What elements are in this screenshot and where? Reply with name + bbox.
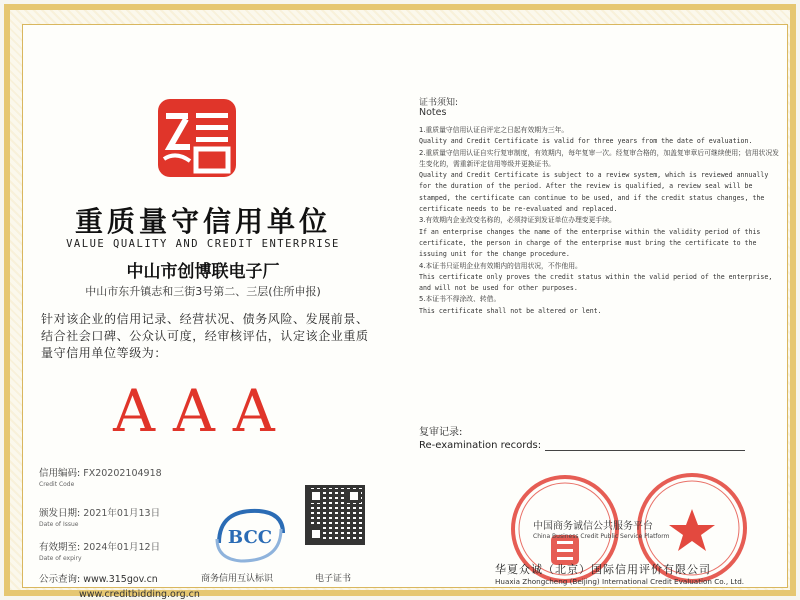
credit-code-value: FX20202104918 bbox=[83, 468, 162, 479]
note-cn: 1.重质量守信用认证自评定之日起有效期为三年。 bbox=[419, 126, 569, 134]
notes-label: 证书须知: bbox=[419, 98, 459, 108]
expiry-date-en: Date of expiry bbox=[39, 555, 82, 562]
certificate-title-en: VALUE QUALITY AND CREDIT ENTERPRISE bbox=[66, 238, 340, 250]
expiry-date bbox=[39, 539, 229, 562]
credit-grade: AAA bbox=[113, 377, 293, 445]
issuer-name: 华夏众诚（北京）国际信用评价有限公司 bbox=[495, 563, 711, 576]
qr-corner bbox=[309, 489, 323, 503]
credit-code bbox=[39, 465, 229, 488]
credit-code-en: Credit Code bbox=[39, 481, 75, 488]
certificate-title: 重质量守信用单位 bbox=[74, 205, 331, 238]
reexam-label-en: Re-examination records: bbox=[419, 440, 542, 451]
note-en: This certificate only proves the credit status within the valid period of the enterprise, and will not be used for other purposes. bbox=[419, 272, 773, 293]
qr-corner bbox=[309, 527, 323, 541]
qr-code[interactable] bbox=[305, 485, 365, 545]
issue-date bbox=[39, 505, 229, 528]
notes-label-en: Notes bbox=[419, 107, 447, 118]
credit-code-label: 信用编码: bbox=[39, 468, 81, 479]
certificate-statement: 针对该企业的信用记录、经营状况、债务风险、发展前景、结合社会口碑、公众认可度，经审核评估，认定该企业重质量守信用单位等级为： bbox=[41, 312, 369, 360]
reexam-line bbox=[545, 450, 745, 451]
bcc-logo-icon bbox=[213, 503, 287, 567]
issue-date-label: 颁发日期: bbox=[39, 508, 81, 519]
expiry-date-label: 有效期至: bbox=[39, 542, 81, 553]
certificate-page bbox=[22, 24, 788, 600]
note-cn: 5.本证书不得涂改、转借。 bbox=[419, 295, 501, 304]
qr-corner bbox=[347, 489, 361, 503]
bcc-caption: 商务信用互认标识 bbox=[201, 574, 274, 584]
note-en: This certificate shall not be altered or lent. bbox=[419, 306, 602, 315]
reexam-section bbox=[419, 423, 745, 451]
note-cn: 2.重质量守信用认证自实行复审制度，有效期内，每年复审一次。经复审合格的，加盖复审章后可继续使用；信用状况发生变化的，需重新评定信用等级并更换证书。 bbox=[419, 148, 779, 168]
company-name: 中山市创博联电子厂 bbox=[126, 262, 280, 282]
credit-logo-icon bbox=[156, 95, 238, 185]
bcc-logo-text: BCC bbox=[227, 527, 273, 548]
note-cn: 3.有效期内企业改变名称的，必须持证到发证单位办理变更手续。 bbox=[419, 216, 616, 225]
reexam-label: 复审记录: bbox=[419, 427, 463, 438]
query-url-1[interactable]: www.315gov.cn bbox=[83, 574, 158, 585]
platform-name: 中国商务诚信公共服务平台 bbox=[533, 521, 653, 532]
platform-name-en: China Business Credit Public Service Platform bbox=[533, 533, 670, 540]
issue-date-value: 2021年01月13日 bbox=[83, 508, 161, 519]
expiry-date-value: 2024年01月12日 bbox=[83, 542, 161, 553]
issue-date-en: Date of Issue bbox=[39, 521, 79, 528]
company-address: 中山市东升镇志和三街3号第二、三层(住所申报) bbox=[85, 285, 321, 298]
qr-caption: 电子证书 bbox=[315, 574, 352, 584]
note-en: If an enterprise changes the name of the enterprise within the validity period of this certificate, the person in charge of the enterprise must bring the certificate to the issuing unit for the change procedure. bbox=[419, 227, 761, 259]
query-url-2[interactable]: www.creditbidding.org.cn bbox=[79, 589, 200, 600]
note-en: Quality and Credit Certificate is subject to a review system, which is reviewed annually for the duration of the period. After the review is qualified, a review seal will be stamped, the certificate can continue to be used, and if the credit status changes, the certificate needs to be re-evaluated and replaced. bbox=[419, 171, 769, 214]
note-cn: 4.本证书只证明企业有效期内的信用状况，不作他用。 bbox=[419, 261, 582, 270]
certificate-back bbox=[413, 25, 783, 589]
issuer-name-en: Huaxia Zhongcheng (Beijing) International Credit Evaluation Co., Ltd. bbox=[495, 577, 745, 586]
query-label: 公示查询: bbox=[39, 574, 81, 585]
certificate-frame bbox=[4, 4, 796, 600]
certificate-front bbox=[33, 25, 393, 600]
notes-list bbox=[419, 125, 779, 317]
note-en: Quality and Credit Certificate is valid for three years from the date of evaluation. bbox=[419, 137, 753, 146]
